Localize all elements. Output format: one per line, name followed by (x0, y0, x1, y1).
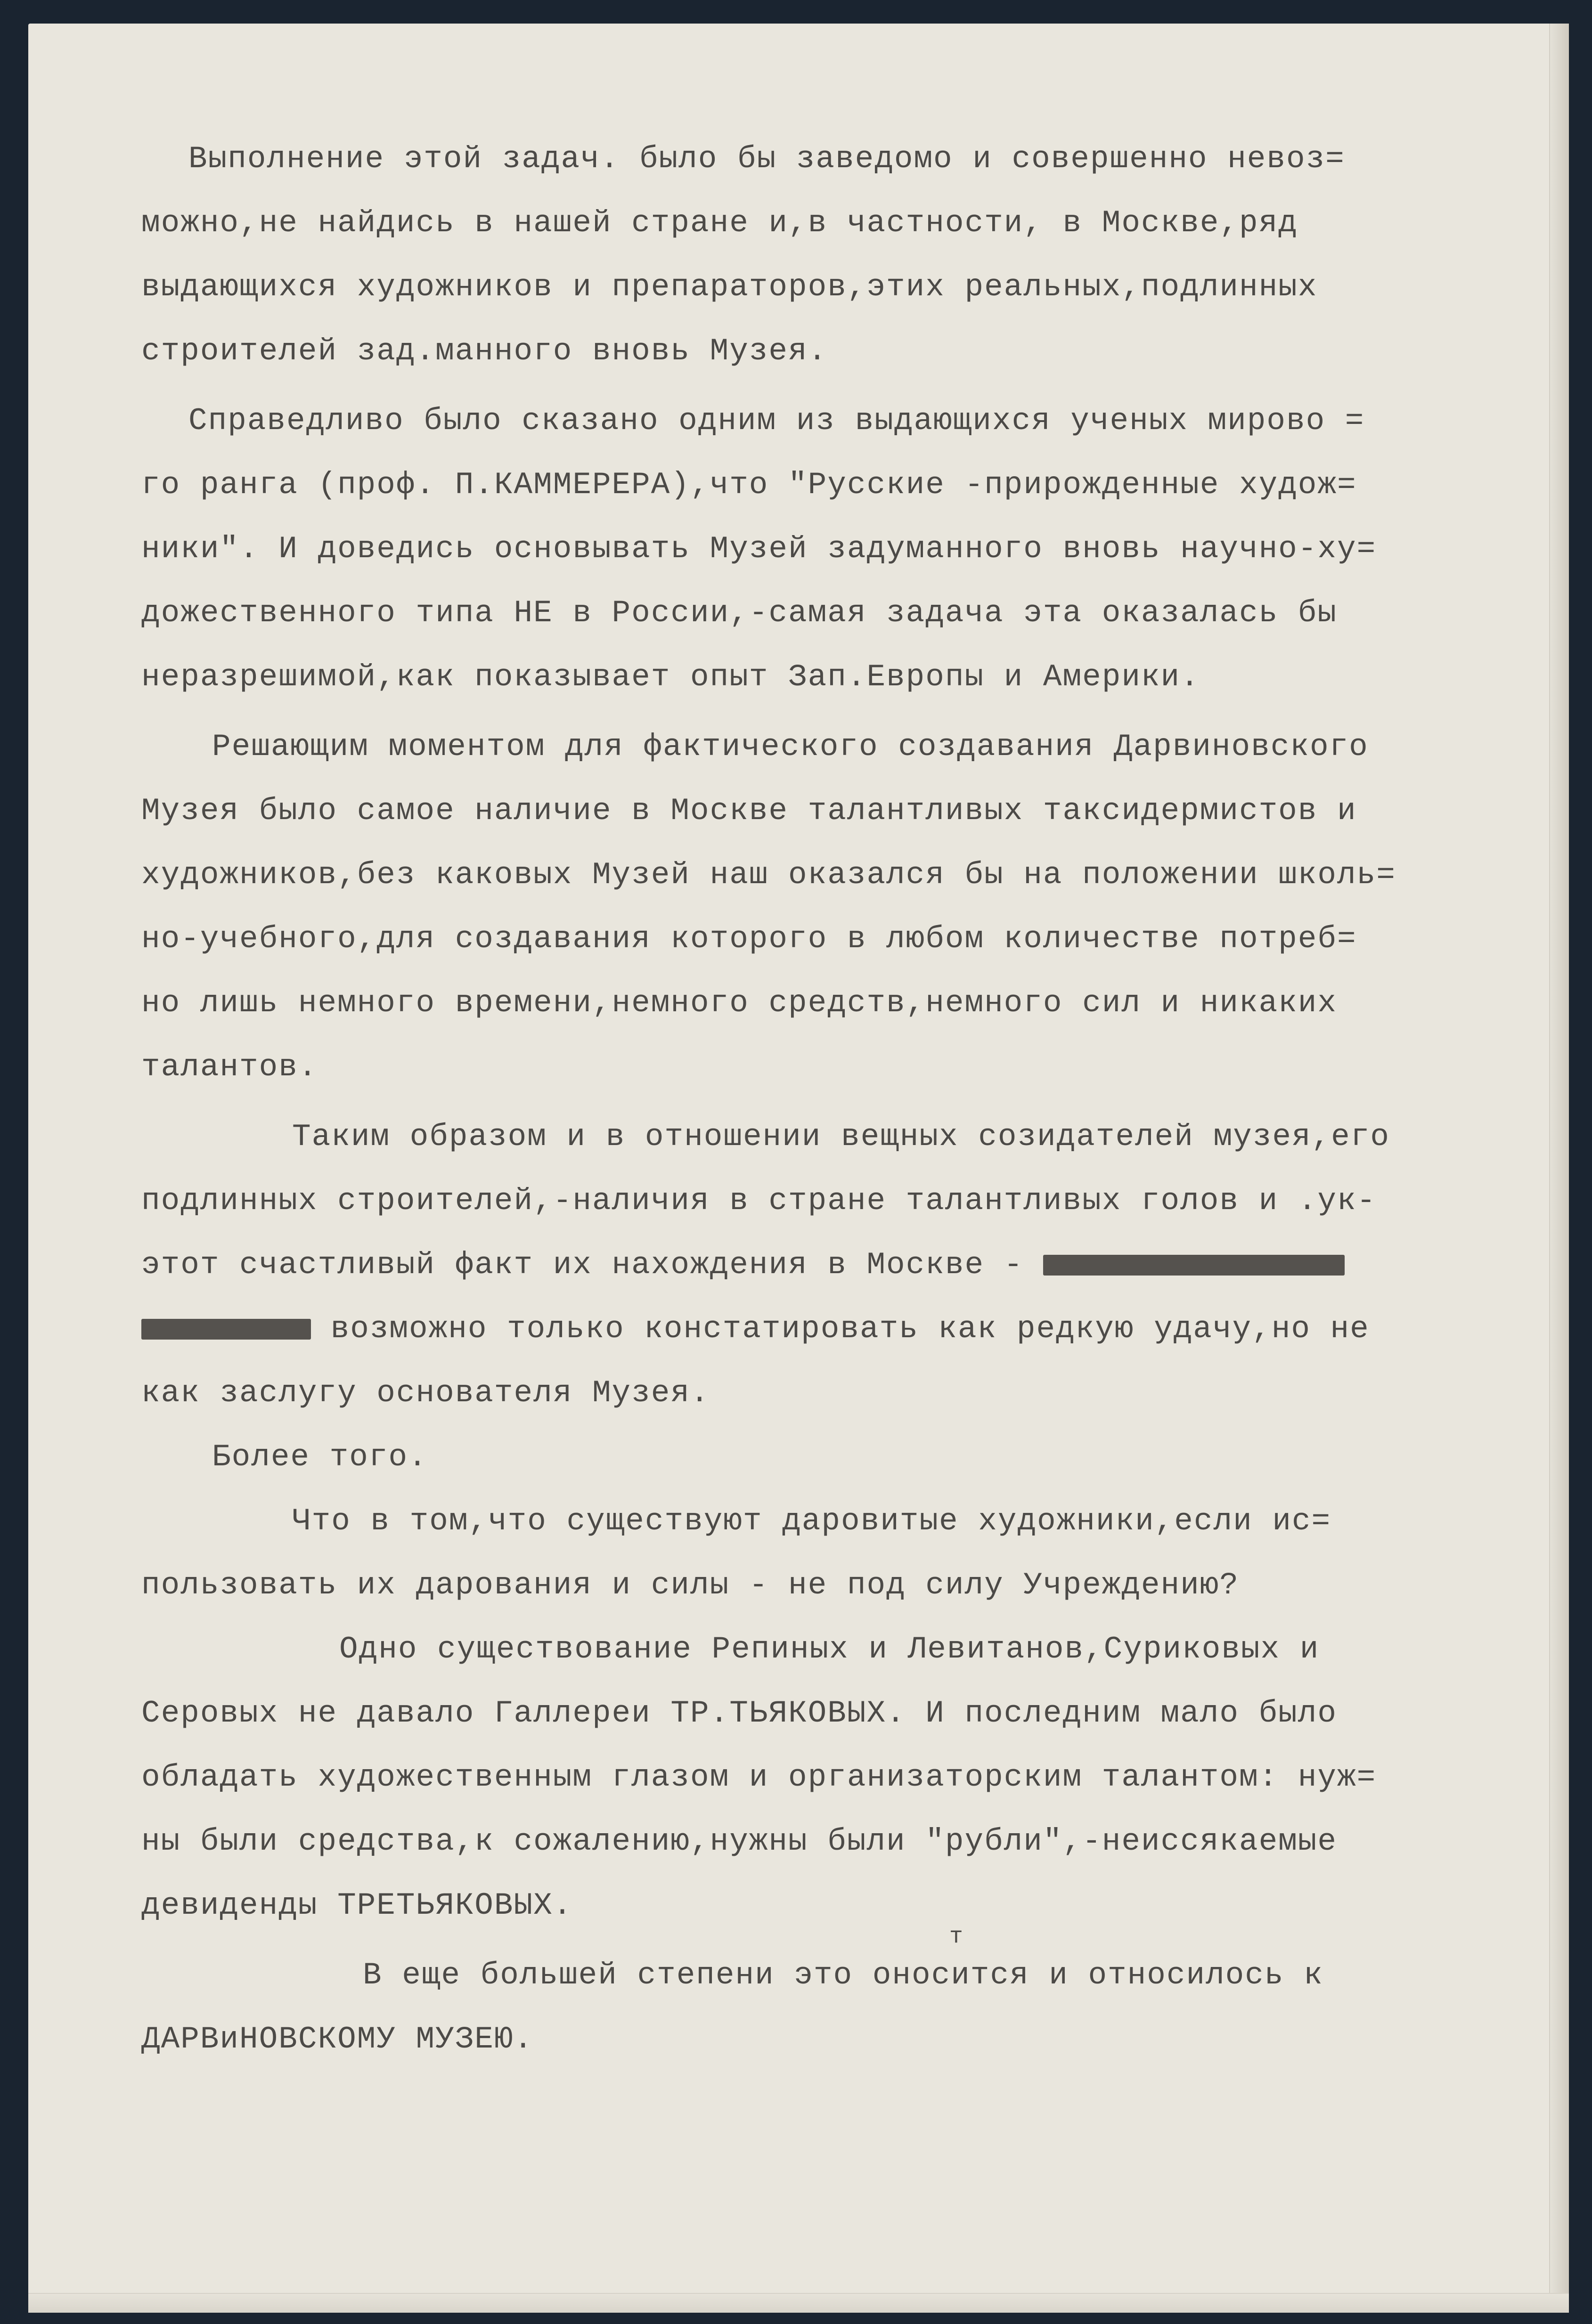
text-line: подлинных строителей,-наличия в стране талантливых голов и .ук- (141, 1183, 1377, 1219)
paragraph-1 (141, 127, 1470, 383)
text-line: Решающим моментом для фактического создавания Дарвиновского (212, 729, 1369, 764)
paragraph-4 (141, 1105, 1470, 1425)
text-line: Музея было самое наличие в Москве талантливых таксидермистов и (141, 793, 1357, 829)
text-line: строителей зад.манного вновь Музея. (141, 333, 828, 369)
paragraph-3 (141, 715, 1470, 1099)
typed-text-body (141, 127, 1470, 2072)
text-line: Справедливо было сказано одним из выдающихся ученых мирово = (188, 403, 1365, 439)
text-line: неразрешимой,как показывает опыт Зап.Европы и Америки. (141, 659, 1200, 695)
text-segment: возможно только констатировать как редкую удачу,но не (330, 1311, 1370, 1347)
text-line: талантов. (141, 1049, 318, 1085)
page-edge-right (1549, 24, 1569, 2313)
text-line: Одно существование Репиных и Левитанов,Суриковых и (339, 1632, 1320, 1667)
text-line: обладать художественным глазом и организаторским талантом: нуж= (141, 1760, 1377, 1795)
paragraph-2 (141, 389, 1470, 709)
paragraph-6 (141, 1489, 1470, 1617)
text-line: можно,не найдись в нашей стране и,в частности, в Москве,ряд (141, 205, 1298, 241)
text-line: художников,без каковых Музей наш оказался бы на положении школь= (141, 857, 1396, 893)
text-line: пользовать их дарования и силы - не под силу Учреждению? (141, 1568, 1239, 1603)
text-line: В еще большей степени это оносится и относилось к (363, 1958, 1323, 1993)
text-line: Что в том,что существуют даровитые художники,если ис= (292, 1503, 1331, 1539)
text-line: ны были средства,к сожалению,нужны были "рубли",-неиссякаемые (141, 1824, 1337, 1859)
text-line: Более того. (212, 1439, 428, 1475)
struck-out-text (141, 1319, 311, 1340)
text-line: Выполнение этой задач. было бы заведомо и совершенно невоз= (188, 141, 1345, 177)
paragraph-7 (141, 1617, 1470, 1938)
text-line (141, 1233, 1470, 1297)
page-edge-bottom (28, 2293, 1569, 2313)
text-line: выдающихся художников и препараторов,этих реальных,подлинных (141, 269, 1318, 305)
paragraph-8 (141, 1924, 1470, 2072)
struck-out-text (1043, 1255, 1345, 1276)
handwritten-correction: т (949, 1924, 964, 1950)
text-line: но лишь немного времени,немного средств,немного сил и никаких (141, 985, 1337, 1021)
text-line: но-учебного,для создавания которого в любом количестве потреб= (141, 921, 1357, 957)
text-line: Серовых не давало Галлереи ТР.ТЬЯКОВЫХ. И последним мало было (141, 1696, 1337, 1731)
text-line (141, 1297, 1470, 1361)
text-line: ДАРВиНОВСКОМУ МУЗЕЮ. (141, 2022, 534, 2057)
paragraph-5 (141, 1425, 1470, 1489)
text-line: ники". И доведись основывать Музей задуманного вновь научно-ху= (141, 531, 1377, 567)
text-line: дожественного типа НЕ в России,-самая задача эта оказалась бы (141, 595, 1337, 631)
text-line: как заслугу основателя Музея. (141, 1375, 710, 1411)
text-line: го ранга (проф. П.КАММЕРЕРА),что "Русские -прирожденные худож= (141, 467, 1357, 503)
text-segment: этот счастливый факт их нахождения в Москве - (141, 1247, 1024, 1283)
text-line: девиденды ТРЕТЬЯКОВЫХ. (141, 1888, 573, 1923)
text-line: Таким образом и в отношении вещных созидателей музея,его (292, 1119, 1390, 1154)
